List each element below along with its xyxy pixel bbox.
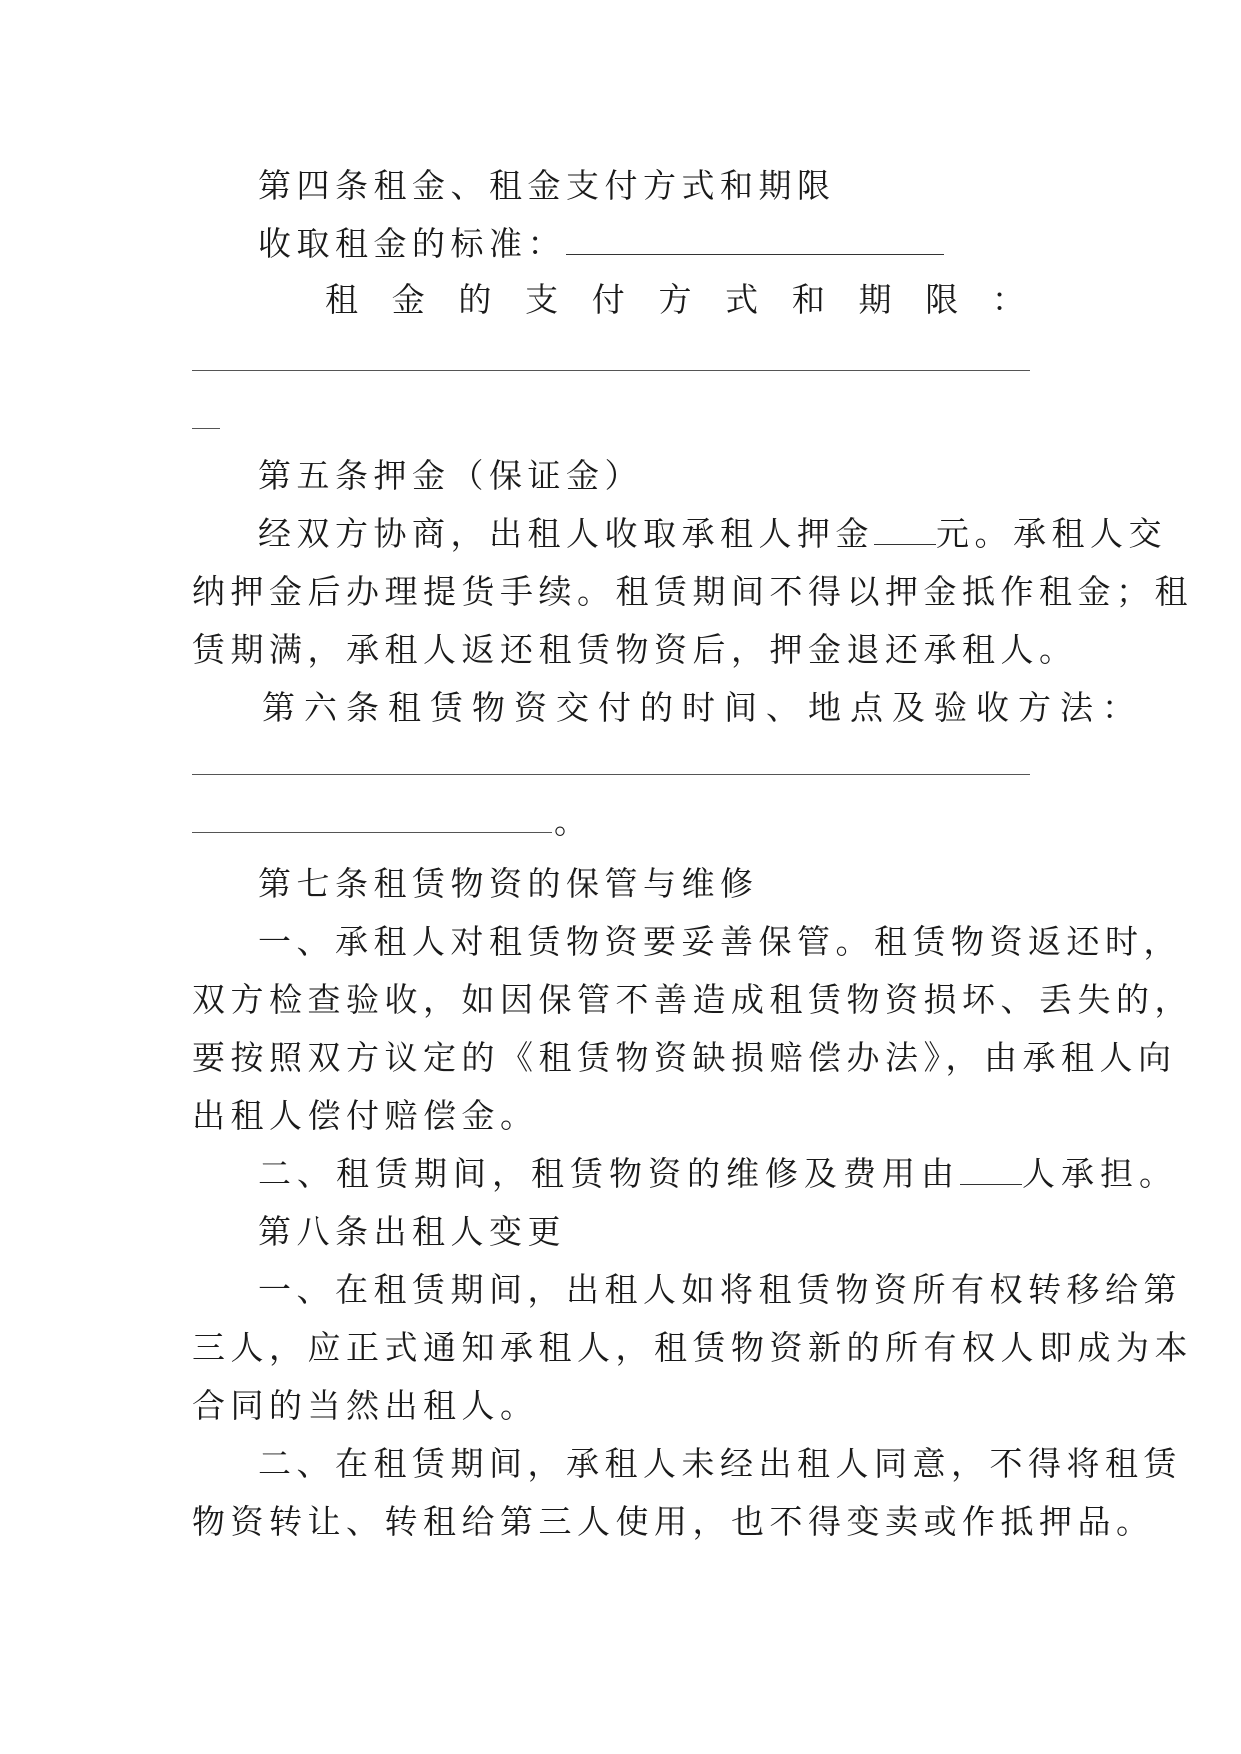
rent-payment-char: 期	[858, 280, 892, 319]
article-8-para-1-line-3: 合同的当然出租人。	[192, 1386, 539, 1425]
rent-standard-label: 收取租金的标准：	[258, 224, 566, 263]
article-5-heading: 第五条押金（保证金）	[258, 456, 643, 495]
article-7-para-1-line-1: 一、承租人对租赁物资要妥善保管。租赁物资返还时，	[258, 922, 1182, 961]
article-5-line-3: 赁期满，承租人返还租赁物资后，押金退还承租人。	[192, 630, 1078, 669]
rent-payment-char: 金	[391, 280, 425, 319]
article-7-heading: 第七条租赁物资的保管与维修	[258, 864, 759, 903]
delivery-blank-line-2[interactable]	[192, 832, 552, 833]
article-7-para-1-line-3: 要按照双方议定的《租赁物资缺损赔偿办法》，由承租人向	[192, 1038, 1177, 1077]
deposit-text: 经双方协商，出租人收取承租人押金	[258, 514, 874, 553]
article-6-heading: 第六条租赁物资交付的时间、地点及验收方法：	[262, 688, 1144, 727]
article-5-line-1	[258, 512, 1167, 556]
article-8-para-1-line-1: 一、在租赁期间，出租人如将租赁物资所有权转移给第	[258, 1270, 1182, 1309]
delivery-blank-line-1[interactable]	[192, 774, 1030, 775]
rent-payment-char: 方	[658, 280, 692, 319]
rent-payment-char: 付	[591, 280, 625, 319]
deposit-amount-blank[interactable]	[874, 514, 936, 545]
rent-payment-char: 支	[525, 280, 559, 319]
rent-standard-line	[258, 222, 1128, 266]
rent-payment-label-line	[325, 278, 1025, 322]
article-7-para-1-line-4: 出租人偿付赔偿金。	[192, 1096, 539, 1135]
article-4-heading: 第四条租金、租金支付方式和期限	[258, 166, 836, 205]
rent-payment-char: 租	[325, 280, 358, 319]
rent-payment-char: ：	[991, 280, 1025, 319]
rent-payment-blank-line-1[interactable]	[192, 370, 1030, 371]
rent-payment-char: 的	[458, 280, 492, 319]
article-5-line-2: 纳押金后办理提货手续。租赁期间不得以押金抵作租金；租	[192, 572, 1193, 611]
article-8-para-2-line-1: 二、在租赁期间，承租人未经出租人同意，不得将租赁	[258, 1444, 1182, 1483]
article-8-heading: 第八条出租人变更	[258, 1212, 566, 1251]
rent-payment-blank-line-2[interactable]	[192, 428, 220, 429]
rent-payment-char: 式	[725, 280, 759, 319]
deposit-unit-text: 元。承租人交	[936, 514, 1167, 553]
rent-standard-blank[interactable]	[566, 224, 944, 255]
article-8-para-2-line-2: 物资转让、转租给第三人使用，也不得变卖或作抵押品。	[192, 1502, 1155, 1541]
article-7-para-1-line-2: 双方检查验收，如因保管不善造成租赁物资损坏、丢失的，	[192, 980, 1193, 1019]
rent-payment-char: 和	[791, 280, 825, 319]
article-7-para-2	[258, 1152, 1178, 1196]
article-8-para-1-line-2: 三人，应正式通知承租人，租赁物资新的所有权人即成为本	[192, 1328, 1193, 1367]
maintenance-party-blank[interactable]	[960, 1154, 1022, 1185]
maintenance-text: 二、租赁期间，租赁物资的维修及费用由	[258, 1154, 960, 1193]
rent-payment-char: 限	[925, 280, 959, 319]
delivery-end-mark: 。	[554, 802, 593, 841]
maintenance-text-end: 人承担。	[1022, 1154, 1178, 1193]
